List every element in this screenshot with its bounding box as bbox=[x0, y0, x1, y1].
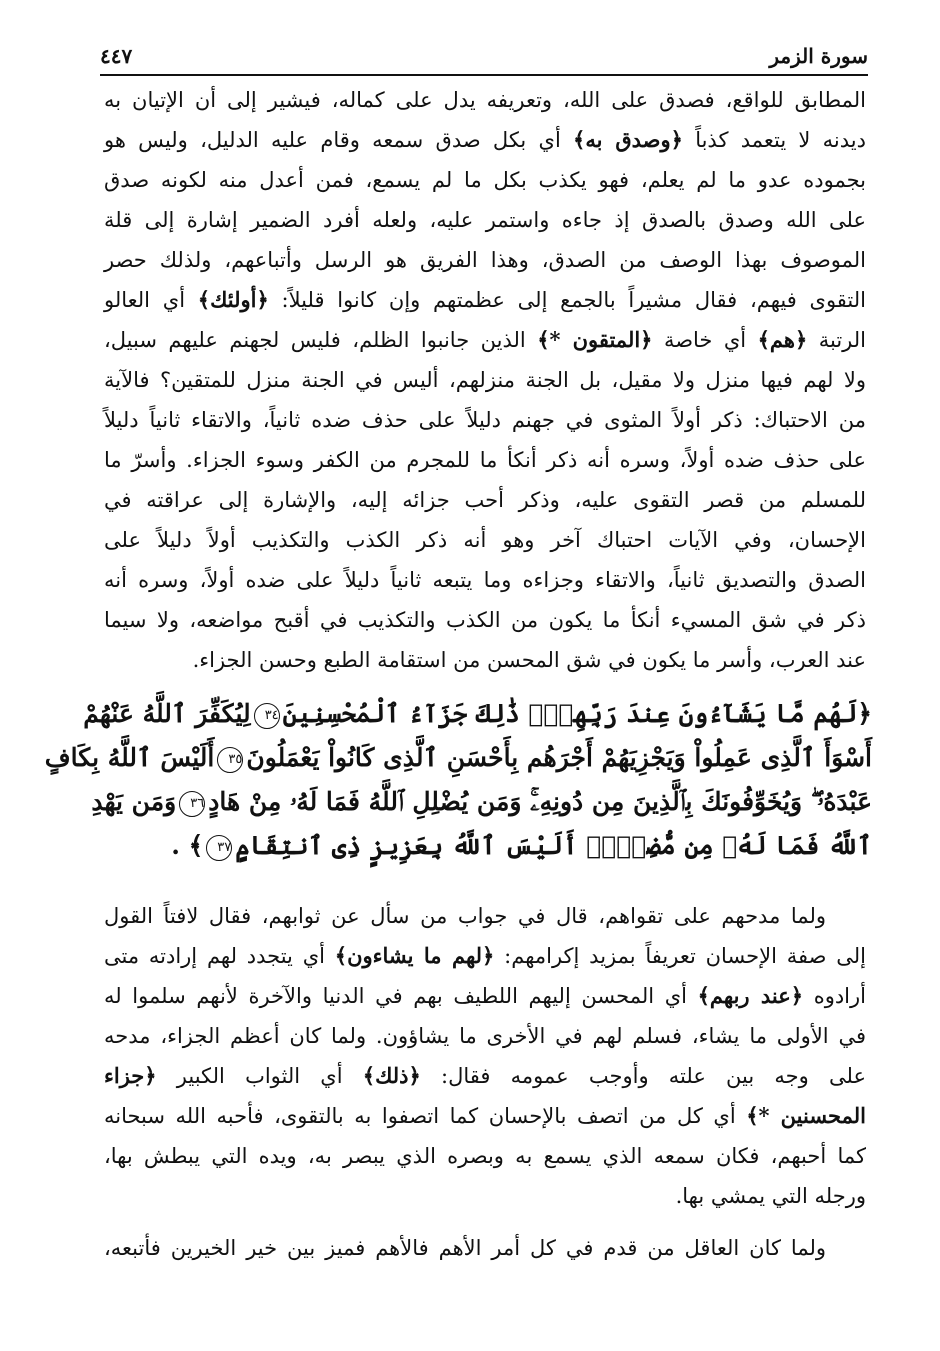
text-segment: أَلَيْسَ ٱللَّهُ بِكَافٍ bbox=[44, 743, 215, 772]
text-segment: الذين جانبوا الظلم، فليس لجهنم عليهم سبيل، bbox=[104, 328, 538, 352]
text-line bbox=[104, 1016, 866, 1056]
text-line bbox=[104, 640, 866, 680]
text-line bbox=[104, 400, 866, 440]
text-segment: ولما مدحهم على تقواهم، قال في جواب من سأل عن ثوابهم، فقال لافتاً القول bbox=[104, 904, 826, 928]
text-segment: ذكر في شق المسيء أنكأ ما يكون من الكذب والتكذيب في أقبح مواضعه، ولا سيما bbox=[104, 608, 866, 632]
text-line bbox=[104, 600, 866, 640]
text-line bbox=[104, 80, 866, 120]
quoted-verse-text: ﴿عند ربهم﴾ bbox=[697, 983, 804, 1008]
ayah-number-marker: ٣٤ bbox=[254, 703, 280, 729]
ayah-number-marker: ٣٦ bbox=[179, 791, 205, 817]
text-segment: أي يتجدد لهم إرادته متى bbox=[104, 944, 335, 968]
text-segment: أي المحسن إليهم اللطيف بهم في الدنيا والآخرة لأنهم سلموا له bbox=[104, 984, 698, 1008]
text-segment: التقوى فيهم، فقال مشيراً بالجمع إلى عظمتهم وإن كانوا قليلاً: bbox=[268, 288, 866, 312]
text-segment: ﴾ . bbox=[171, 831, 204, 860]
text-segment: ديدنه لا يتعمد كذباً bbox=[682, 128, 866, 152]
text-segment: ولا لهم فيها منزل ولا مقيل، بل الجنة منزلهم، أليس في الجنة منزل للمتقين؟ فالآية bbox=[104, 368, 866, 392]
text-line bbox=[104, 160, 866, 200]
text-segment: الرتبة bbox=[807, 328, 866, 352]
quoted-verse-text: ﴿أولئك﴾ bbox=[197, 287, 269, 312]
text-segment: في الأولى ما يشاء، فسلم لهم في الأخرى ما يشاؤون. ولما كان أعظم الجزاء، مدحه bbox=[104, 1024, 866, 1048]
page-header bbox=[100, 40, 868, 76]
text-segment: عند العرب، وأسر ما يكون في شق المحسن من استقامة الطبع وحسن الجزاء. bbox=[192, 648, 866, 672]
text-segment: بجموده عدو ما لم يعلم، فهو يكذب بكل ما لم يسمع، فمن أعدل منه لكونه صدق bbox=[104, 168, 866, 192]
text-line bbox=[104, 120, 866, 160]
text-line bbox=[104, 320, 866, 360]
text-segment: الصدق والتصديق ثانياً، والاتقاء وجزاءه وما يتبعه ثانياً دليلاً على ضده أولاً، وسره أنه bbox=[104, 568, 866, 592]
quoted-verse-text: ﴿المتقون *﴾ bbox=[537, 327, 653, 352]
text-line bbox=[104, 280, 866, 320]
quoted-verse-text: ﴿لهم ما يشاءون﴾ bbox=[334, 943, 495, 968]
text-segment: على حذف ضده أولاً، وسره أنه ذكر أنكأ ما للمجرم من الكفر وسوء الجزاء. وأسرّ ما bbox=[104, 448, 866, 472]
text-segment: عَبْدَهُۥ ۖ وَيُخَوِّفُونَكَ بِٱلَّذِينَ مِن دُونِهِۦۚ وَمَن يُضْلِلِ ٱللَّهُ فَمَا لَهُۥ مِنْ هَادٍ bbox=[208, 787, 872, 816]
quoted-verse-text: ﴿هم﴾ bbox=[757, 327, 808, 352]
text-segment: أَسْوَأَ ٱلَّذِى عَمِلُواْ وَيَجْزِيَهُمْ أَجْرَهُم بِأَحْسَنِ ٱلَّذِى كَانُواْ يَعْمَلُونَ bbox=[246, 743, 872, 772]
text-line bbox=[104, 896, 866, 936]
text-line bbox=[104, 1056, 866, 1096]
text-line bbox=[104, 200, 866, 240]
text-line bbox=[44, 736, 872, 780]
text-line bbox=[104, 936, 866, 976]
text-line bbox=[104, 1176, 866, 1216]
commentary-paragraph-1 bbox=[104, 80, 866, 680]
text-segment: من الاحتباك: ذكر أولاً المثوى في جهنم دليلاً على حذف ضده ثانياً، والاتقاء ثانياً دليلاً bbox=[104, 408, 866, 432]
text-segment: أرادوه bbox=[803, 984, 866, 1008]
ayah-number-marker: ٣٧ bbox=[206, 835, 232, 861]
text-segment: ورجله التي يمشي بها. bbox=[675, 1184, 866, 1208]
text-segment: إلى صفة الإحسان تعريفاً بمزيد إكرامهم: bbox=[494, 944, 867, 968]
text-line bbox=[83, 692, 872, 736]
text-segment: أي الثواب الكبير bbox=[156, 1064, 363, 1088]
text-segment: لِيُكَفِّرَ ٱللَّهُ عَنْهُمْ bbox=[83, 699, 251, 728]
text-line bbox=[104, 976, 866, 1016]
text-segment: ٱللَّهُ فَمَا لَهُۥ مِن مُّضِلٍّۗ أَلَيْسَ ٱللَّهُ بِعَزِيزٍ ذِى ٱنتِقَامٍ bbox=[235, 831, 872, 860]
quoted-verse-text: المحسنين *﴾ bbox=[746, 1103, 866, 1128]
text-segment: أي العالو bbox=[104, 288, 198, 312]
quoted-verse-text: ﴿ذلك﴾ bbox=[362, 1063, 421, 1088]
quoted-verse-text: ﴿جزاء bbox=[104, 1063, 157, 1088]
text-segment: كما أحبهم، فكان سمعه الذي يسمع به وبصره الذي يبصر به، ويده التي يبطش بها، bbox=[104, 1144, 866, 1168]
surah-title: سورة الزمر bbox=[769, 44, 868, 68]
ayah-number-marker: ٣٥ bbox=[217, 747, 243, 773]
text-segment: ولما كان العاقل من قدم في كل أمر الأهم فالأهم فميز بين خير الخيرين فأتبعه، bbox=[104, 1236, 826, 1260]
commentary-paragraph-3 bbox=[104, 1228, 866, 1268]
text-line bbox=[104, 1228, 866, 1268]
text-line bbox=[104, 440, 866, 480]
text-segment: المطابق للواقع، فصدق على الله، وتعريفه يدل على كماله، فيشير إلى أن الإتيان به bbox=[104, 88, 866, 112]
text-segment: على الله وصدق بالصدق إذ جاءه واستمر عليه، ولعله أفرد الضمير إشارة إلى قلة bbox=[104, 208, 866, 232]
text-line bbox=[104, 1096, 866, 1136]
text-segment: على وجه بين علته وأوجب عمومه فقال: bbox=[420, 1064, 866, 1088]
text-segment: الموصوف بهذا الوصف من الصدق، وهذا الفريق هو الرسل وأتباعهم، ولذلك حصر bbox=[104, 248, 866, 272]
text-line bbox=[104, 1136, 866, 1176]
commentary-paragraph-2 bbox=[104, 896, 866, 1216]
text-segment: الإحسان، وفي الآيات احتباك آخر وهو أنه ذكر الكذب والتكذيب أولاً دليلاً على bbox=[104, 528, 866, 552]
text-segment: للمسلم من قصر التقوى عليه، وذكر أحب جزائه إليه، والإشارة إلى عراقته في bbox=[104, 488, 866, 512]
text-line bbox=[96, 824, 872, 868]
text-segment: أي كل من اتصف بالإحسان كما اتصفوا به بالتقوى، فأحبه الله سبحانه bbox=[104, 1104, 747, 1128]
text-line bbox=[104, 480, 866, 520]
quoted-verse-text: ﴿وصدق به﴾ bbox=[573, 127, 683, 152]
text-line bbox=[104, 520, 866, 560]
text-segment: وَمَن يَهْدِ bbox=[91, 787, 177, 816]
text-segment: أي بكل صدق سمعه وقام عليه الدليل، وليس هو bbox=[104, 128, 574, 152]
text-line bbox=[91, 780, 872, 824]
text-line bbox=[104, 360, 866, 400]
page-number: ٤٤٧ bbox=[100, 44, 133, 68]
text-segment: أي خاصة bbox=[652, 328, 758, 352]
text-line bbox=[104, 240, 866, 280]
text-segment: ﴿لَهُم مَّا يَشَآءُونَ عِندَ رَبِّهِمْۚ ذَٰلِكَ جَزَآءُ ٱلْمُحْسِنِينَ bbox=[282, 699, 872, 728]
text-line bbox=[104, 560, 866, 600]
quran-verses bbox=[44, 692, 872, 868]
